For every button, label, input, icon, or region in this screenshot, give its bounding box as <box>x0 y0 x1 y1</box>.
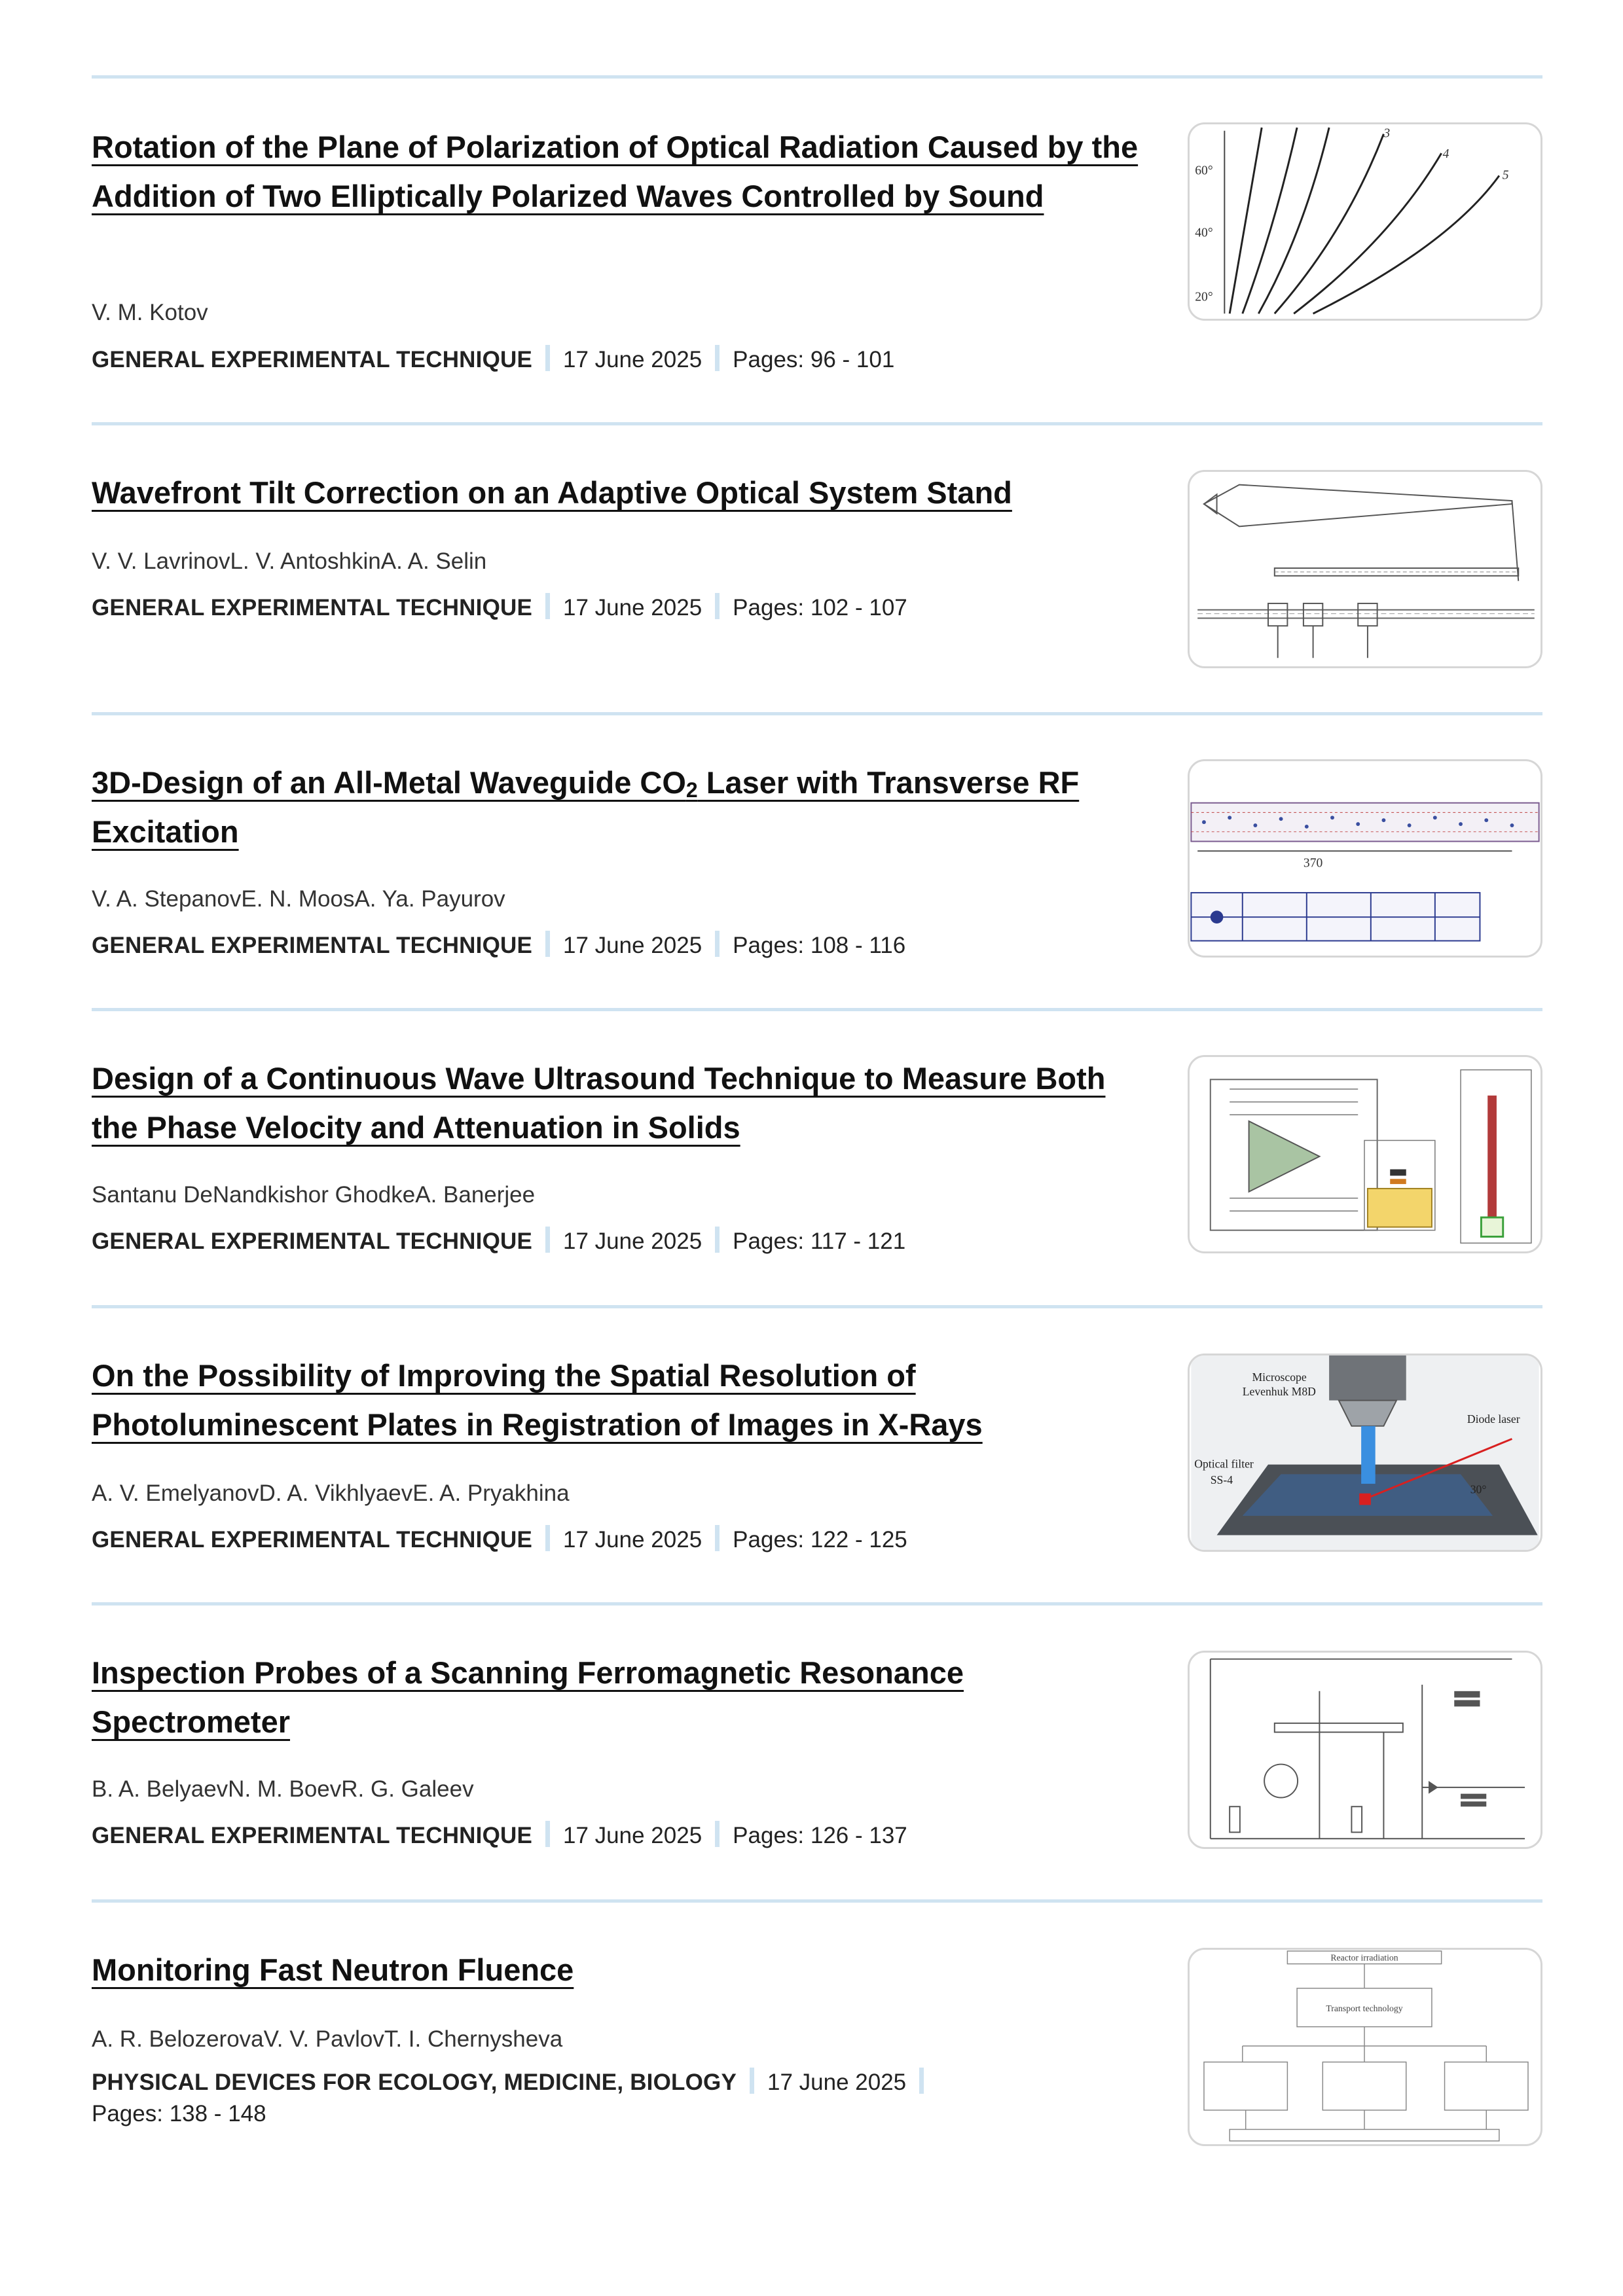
thumb-label: Optical filter <box>1194 1457 1254 1471</box>
thumb-label: Reactor irradiation <box>1330 1952 1398 1963</box>
article-title-link[interactable]: Design of a Continuous Wave Ultrasound Technique to Measure Both the Phase Velocity and Attenuation in Solids <box>92 1061 1106 1145</box>
article-divider <box>92 1602 1542 1605</box>
author-link[interactable]: A. V. Emelyanov <box>92 1480 259 1506</box>
article-title <box>92 122 1152 221</box>
article-authors <box>92 300 208 326</box>
article-date: 17 June 2025 <box>563 1527 702 1552</box>
meta-separator <box>715 1821 720 1847</box>
thumb-label: Levenhuk M8D <box>1242 1384 1316 1398</box>
article-pages: Pages: 126 - 137 <box>733 1823 907 1848</box>
article-title-link[interactable]: Monitoring Fast Neutron Fluence <box>92 1952 574 1987</box>
article-title <box>92 1054 1152 1152</box>
article-title <box>92 1945 1152 1994</box>
author-link[interactable]: V. M. Kotov <box>92 300 208 325</box>
author-link[interactable]: L. V. Antoshkin <box>230 548 381 574</box>
author-link[interactable]: A. A. Selin <box>380 548 487 574</box>
author-link[interactable]: V. V. Lavrinov <box>92 548 230 574</box>
meta-separator <box>715 593 720 619</box>
meta-separator <box>715 345 720 371</box>
author-link[interactable]: E. N. Moos <box>241 886 355 912</box>
ultrasound-circuit-image <box>1190 1057 1541 1251</box>
thumb-label: 5 <box>1502 168 1509 183</box>
thumb-label: Transport technology <box>1326 2003 1403 2014</box>
meta-separator <box>715 1227 720 1253</box>
article-thumbnail[interactable] <box>1188 759 1542 958</box>
thumb-label: 4 <box>1442 147 1450 161</box>
meta-separator <box>715 1525 720 1551</box>
microscope-setup-image <box>1190 1355 1541 1550</box>
article-date: 17 June 2025 <box>563 1823 702 1848</box>
meta-separator <box>545 931 550 957</box>
author-link[interactable]: V. A. Stepanov <box>92 886 242 912</box>
thumb-label: 40° <box>1195 226 1213 240</box>
thumb-label: Diode laser <box>1467 1412 1520 1426</box>
author-link[interactable]: V. V. Pavlov <box>263 2026 384 2052</box>
article-divider <box>92 422 1542 425</box>
thumb-label: SS-4 <box>1210 1473 1233 1487</box>
article-date: 17 June 2025 <box>767 2070 907 2095</box>
article-date: 17 June 2025 <box>563 595 702 620</box>
neutron-fluence-flowchart-image <box>1190 1950 1541 2144</box>
article-date: 17 June 2025 <box>563 347 702 372</box>
article-pages: Pages: 102 - 107 <box>733 595 907 620</box>
article-title-link[interactable]: Inspection Probes of a Scanning Ferromagnetic Resonance Spectrometer <box>92 1655 964 1739</box>
article-meta <box>92 1525 907 1553</box>
article-journal: PHYSICAL DEVICES FOR ECOLOGY, MEDICINE, BIOLOGY <box>92 2070 737 2095</box>
article-thumbnail[interactable] <box>1188 122 1542 321</box>
article-divider <box>92 1305 1542 1308</box>
article-thumbnail[interactable] <box>1188 1651 1542 1849</box>
article-authors <box>92 548 486 575</box>
article-divider <box>92 712 1542 715</box>
article-title <box>92 468 1152 517</box>
article-meta <box>92 1227 905 1255</box>
meta-separator <box>919 2068 924 2094</box>
article-meta <box>92 2067 1172 2130</box>
article-title-link[interactable] <box>92 765 1079 849</box>
article-title-link[interactable]: Wavefront Tilt Correction on an Adaptive Optical System Stand <box>92 475 1012 510</box>
article-pages: Pages: 96 - 101 <box>733 347 895 372</box>
article-divider <box>92 75 1542 79</box>
article-thumbnail[interactable] <box>1188 470 1542 668</box>
thumb-label: Microscope <box>1252 1371 1307 1384</box>
title-subscript: 2 <box>685 778 698 802</box>
article-title-link[interactable]: On the Possibility of Improving the Spatial Resolution of Photoluminescent Plates in Registration of Images in X-Rays <box>92 1358 983 1442</box>
author-link[interactable]: D. A. Vikhlyaev <box>259 1480 413 1506</box>
author-link[interactable]: R. G. Galeev <box>341 1776 474 1802</box>
meta-separator <box>750 2068 754 2094</box>
article-journal: GENERAL EXPERIMENTAL TECHNIQUE <box>92 1229 533 1254</box>
meta-separator <box>545 593 550 619</box>
author-link[interactable]: T. I. Chernysheva <box>384 2026 563 2052</box>
thumb-label: 20° <box>1195 290 1213 304</box>
ferromagnetic-circuit-image <box>1190 1653 1541 1847</box>
article-authors <box>92 1480 570 1507</box>
author-link[interactable]: Santanu De <box>92 1182 213 1208</box>
thumb-label: 3 <box>1383 126 1391 141</box>
author-link[interactable]: A. Banerjee <box>415 1182 536 1208</box>
author-link[interactable]: E. A. Pryakhina <box>412 1480 570 1506</box>
author-link[interactable]: A. R. Belozerova <box>92 2026 264 2052</box>
article-authors <box>92 2026 562 2053</box>
author-link[interactable]: B. A. Belyaev <box>92 1776 228 1802</box>
optical-stand-image <box>1190 472 1541 666</box>
article-date: 17 June 2025 <box>563 1229 702 1254</box>
article-pages: Pages: 117 - 121 <box>733 1229 906 1254</box>
article-journal: GENERAL EXPERIMENTAL TECHNIQUE <box>92 1527 533 1552</box>
polarization-curves-image <box>1190 124 1541 319</box>
article-pages: Pages: 108 - 116 <box>733 933 906 958</box>
author-link[interactable]: Nandkishor Ghodke <box>212 1182 416 1208</box>
article-meta <box>92 345 894 373</box>
article-journal: GENERAL EXPERIMENTAL TECHNIQUE <box>92 1823 533 1848</box>
article-journal: GENERAL EXPERIMENTAL TECHNIQUE <box>92 933 533 958</box>
meta-separator <box>545 345 550 371</box>
article-meta <box>92 1821 907 1849</box>
meta-separator <box>545 1227 550 1253</box>
thumb-label: 370 <box>1303 856 1323 870</box>
article-pages: Pages: 138 - 148 <box>92 2101 266 2126</box>
article-title <box>92 1648 1152 1746</box>
title-text: Laser with Transverse RF Excitation <box>92 765 1080 849</box>
meta-separator <box>715 931 720 957</box>
article-title-link[interactable]: Rotation of the Plane of Polarization of Optical Radiation Caused by the Addition of Two Elliptically Polarized Waves Controlled by Sound <box>92 130 1139 213</box>
article-journal: GENERAL EXPERIMENTAL TECHNIQUE <box>92 595 533 620</box>
article-date: 17 June 2025 <box>563 933 702 958</box>
article-divider <box>92 1008 1542 1011</box>
article-title <box>92 758 1152 856</box>
thumb-label: 60° <box>1195 164 1213 178</box>
article-authors <box>92 886 505 912</box>
article-thumbnail[interactable] <box>1188 1055 1542 1253</box>
article-meta <box>92 593 907 621</box>
article-thumbnail[interactable] <box>1188 1948 1542 2146</box>
article-pages: Pages: 122 - 125 <box>733 1527 907 1552</box>
article-thumbnail[interactable] <box>1188 1354 1542 1552</box>
meta-separator <box>545 1821 550 1847</box>
article-journal: GENERAL EXPERIMENTAL TECHNIQUE <box>92 347 533 372</box>
author-link[interactable]: N. M. Boev <box>228 1776 342 1802</box>
author-link[interactable]: A. Ya. Payurov <box>354 886 505 912</box>
waveguide-laser-image <box>1190 761 1541 956</box>
article-authors <box>92 1182 535 1208</box>
article-authors <box>92 1776 474 1803</box>
article-divider <box>92 1899 1542 1903</box>
article-title <box>92 1351 1152 1449</box>
title-text: 3D-Design of an All-Metal Waveguide CO <box>92 765 686 800</box>
thumb-label: 30° <box>1470 1482 1487 1496</box>
article-meta <box>92 931 905 959</box>
meta-separator <box>545 1525 550 1551</box>
